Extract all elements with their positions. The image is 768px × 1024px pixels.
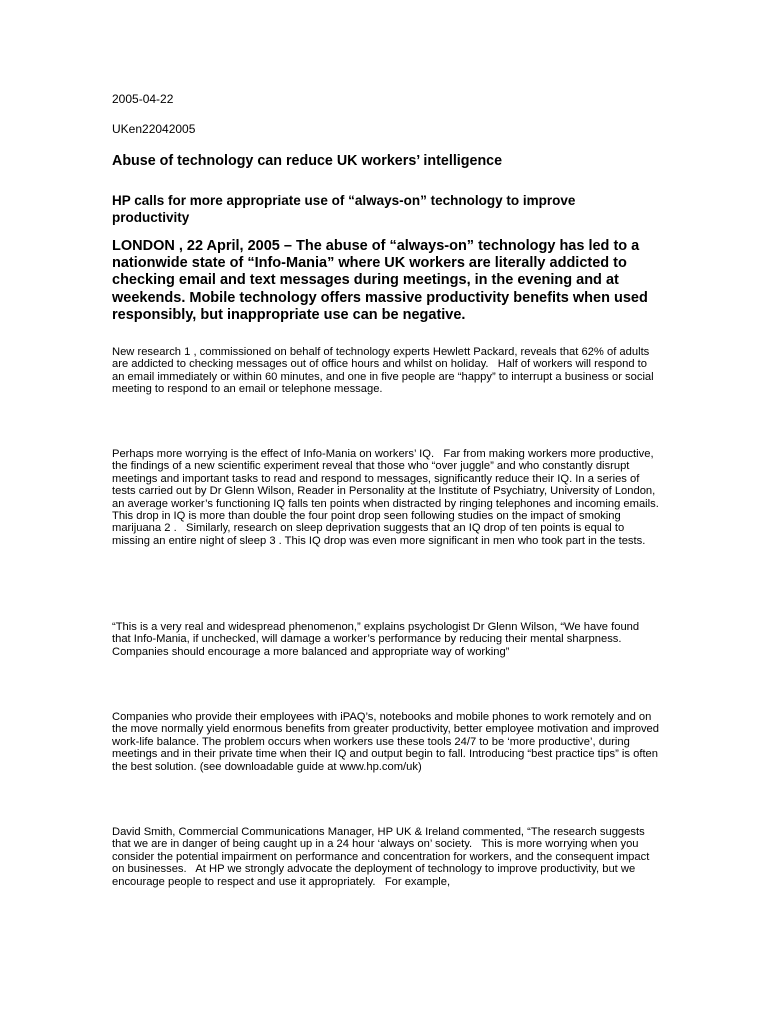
reference-code: UKen22042005 [112,122,196,136]
headline: Abuse of technology can reduce UK workers’ intelligence [112,153,503,169]
release-date: 2005-04-22 [112,92,174,106]
body-paragraph-5: David Smith, Commercial Communications Manager, HP UK & Ireland commented, “The research suggests that we are in danger of being caught up in a 24 hour ‘always on’ society. This is more worrying when you consider the potential impairment on performance and concentration for workers, and the consequent impact on businesses. At HP we strongly advocate the deployment of technology to improve productivity, but we encourage people to respect and use it appropriately. For example, [112,826,653,888]
body-paragraph-3: “This is a very real and widespread phenomenon,” explains psychologist Dr Glenn Wilson, “We have found that Info-Mania, if unchecked, will damage a worker’s performance by reducing their mental sharpness. Companies should encourage a more balanced and appropriate way of working” [112,621,643,658]
body-paragraph-1: New research 1 , commissioned on behalf of technology experts Hewlett Packard, reveals that 62% of adults are addicted to checking messages out of office hours and whilst on holiday. Half of workers will respond to an email immediately or within 60 minutes, and one in five people are “happy” to interrupt a business or social meeting to respond to an email or telephone message. [112,346,657,396]
body-paragraph-2: Perhaps more worrying is the effect of Info-Mania on workers’ IQ. Far from making workers more productive, the findings of a new scientific experiment reveal that those who “over juggle” and who constantly disrupt meetings and important tasks to read and respond to messages, significantly reduce their IQ. In a series of tests carried out by Dr Glenn Wilson, Reader in Personality at the Institute of Psychiatry, University of London, an average worker’s functioning IQ falls ten points when distracted by ringing telephones and incoming emails. This drop in IQ is more than double the four point drop seen following studies on the impact of smoking marijuana 2 . Similarly, research on sleep deprivation suggests that an IQ drop of ten points is equal to missing an entire night of sleep 3 . This IQ drop was even more significant in men who took part in the tests. [112,448,662,547]
body-paragraph-4: Companies who provide their employees with iPAQ’s, notebooks and mobile phones to work remotely and on the move normally yield enormous benefits from greater productivity, better employee motivation and improved work-life balance. The problem occurs when workers use these tools 24/7 to be ‘more productive’, during meetings and in their private time when their IQ and output begin to fall. Introducing “best practice tips” is often the best solution. (see downloadable guide at www.hp.com/uk) [112,711,663,773]
lead-paragraph: LONDON , 22 April, 2005 – The abuse of “always-on” technology has led to a nationwide state of “Info-Mania” where UK workers are literally addicted to checking email and text messages during meetings, in the evening and at weekends. Mobile technology offers massive productivity benefits when used responsibly, but inappropriate use can be negative. [112,238,648,323]
subheadline: HP calls for more appropriate use of “always-on” technology to improve productivity [112,193,576,225]
